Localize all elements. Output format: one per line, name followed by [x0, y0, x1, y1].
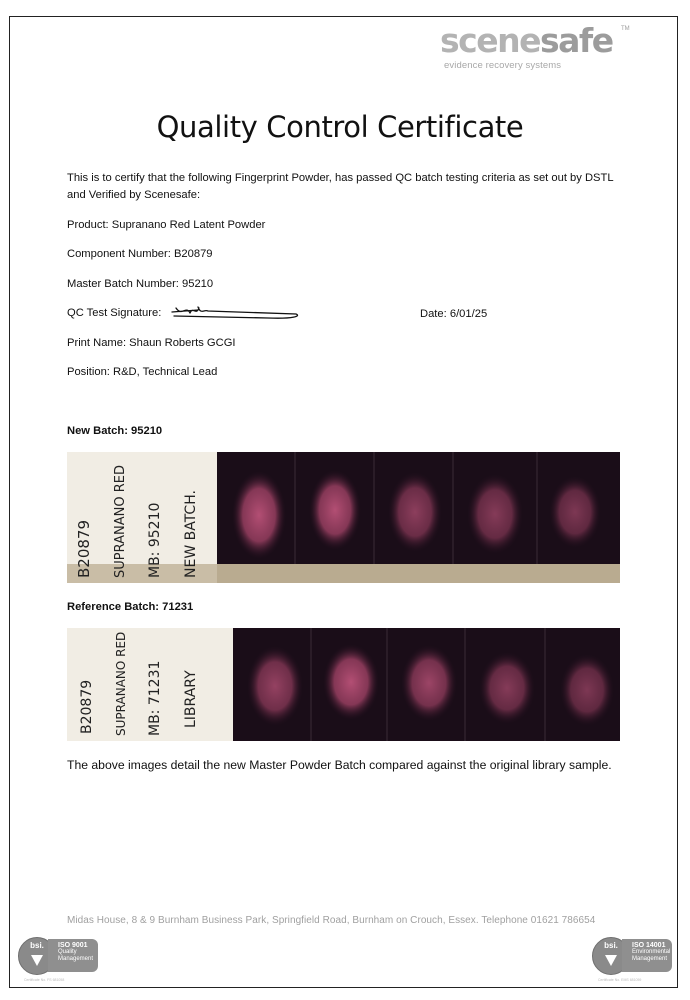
handwritten-label: B20879 — [79, 679, 95, 734]
handwritten-label: LIBRARY — [183, 670, 199, 728]
fingerprint — [401, 645, 457, 721]
page-title: Quality Control Certificate — [156, 110, 524, 144]
fingerprint — [247, 646, 303, 726]
new-batch-heading: New Batch: 95210 — [67, 425, 163, 437]
position-field: Position: R&D, Technical Lead — [67, 366, 218, 378]
fingerprint — [309, 470, 361, 550]
image-caption: The above images detail the new Master Powder Batch compared against the original library sample. — [67, 758, 612, 772]
fingerprint — [323, 644, 379, 720]
handwritten-label: MB: 71231 — [147, 660, 163, 736]
date-field: Date: 6/01/25 — [420, 308, 488, 320]
iso-14001-badge: bsi. ISO 14001 Environmental Management Certificate No. EMS 681059 — [592, 937, 672, 975]
new-batch-image — [67, 452, 620, 583]
logo-wordmark: scenesafe — [440, 21, 613, 60]
component-number-field: Component Number: B20879 — [67, 248, 213, 260]
reference-batch-heading: Reference Batch: 71231 — [67, 601, 194, 613]
fingerprint — [232, 471, 286, 559]
print-name-field: Print Name: Shaun Roberts GCGI — [67, 337, 236, 349]
handwritten-label: SUPRANANO RED — [114, 631, 128, 736]
footer-address: Midas House, 8 & 9 Burnham Business Park, Springfield Road, Burnham on Crouch, Essex. Telephone 01621 786654 — [67, 915, 596, 926]
fingerprint — [560, 654, 614, 726]
reference-batch-image — [67, 628, 620, 741]
logo-trademark: TM — [621, 26, 630, 32]
fingerprint — [388, 472, 442, 552]
logo-tagline: evidence recovery systems — [444, 60, 562, 71]
handwritten-label: B20879 — [75, 519, 93, 578]
product-field: Product: Supranano Red Latent Powder — [67, 219, 266, 231]
handwritten-signature — [168, 301, 303, 323]
bsi-logo-icon: bsi. — [18, 937, 56, 975]
master-batch-field: Master Batch Number: 95210 — [67, 278, 214, 290]
bsi-logo-icon: bsi. — [592, 937, 630, 975]
handwritten-label: NEW BATCH. — [183, 490, 199, 578]
handwritten-label: MB: 95210 — [147, 502, 163, 578]
handwritten-label: SUPRANANO RED — [113, 465, 128, 578]
scenesafe-logo — [440, 22, 630, 74]
intro-text: This is to certify that the following Fingerprint Powder, has passed QC batch testing criteria as set out by DSTL and Verified by Scenesafe: — [67, 172, 614, 201]
fingerprint — [479, 652, 535, 724]
qc-signature-label: QC Test Signature: — [67, 307, 162, 319]
iso-9001-badge: bsi. ISO 9001 Quality Management Certificate No. FS 681058 — [18, 937, 98, 975]
fingerprint — [549, 476, 601, 548]
fingerprint — [467, 474, 523, 554]
